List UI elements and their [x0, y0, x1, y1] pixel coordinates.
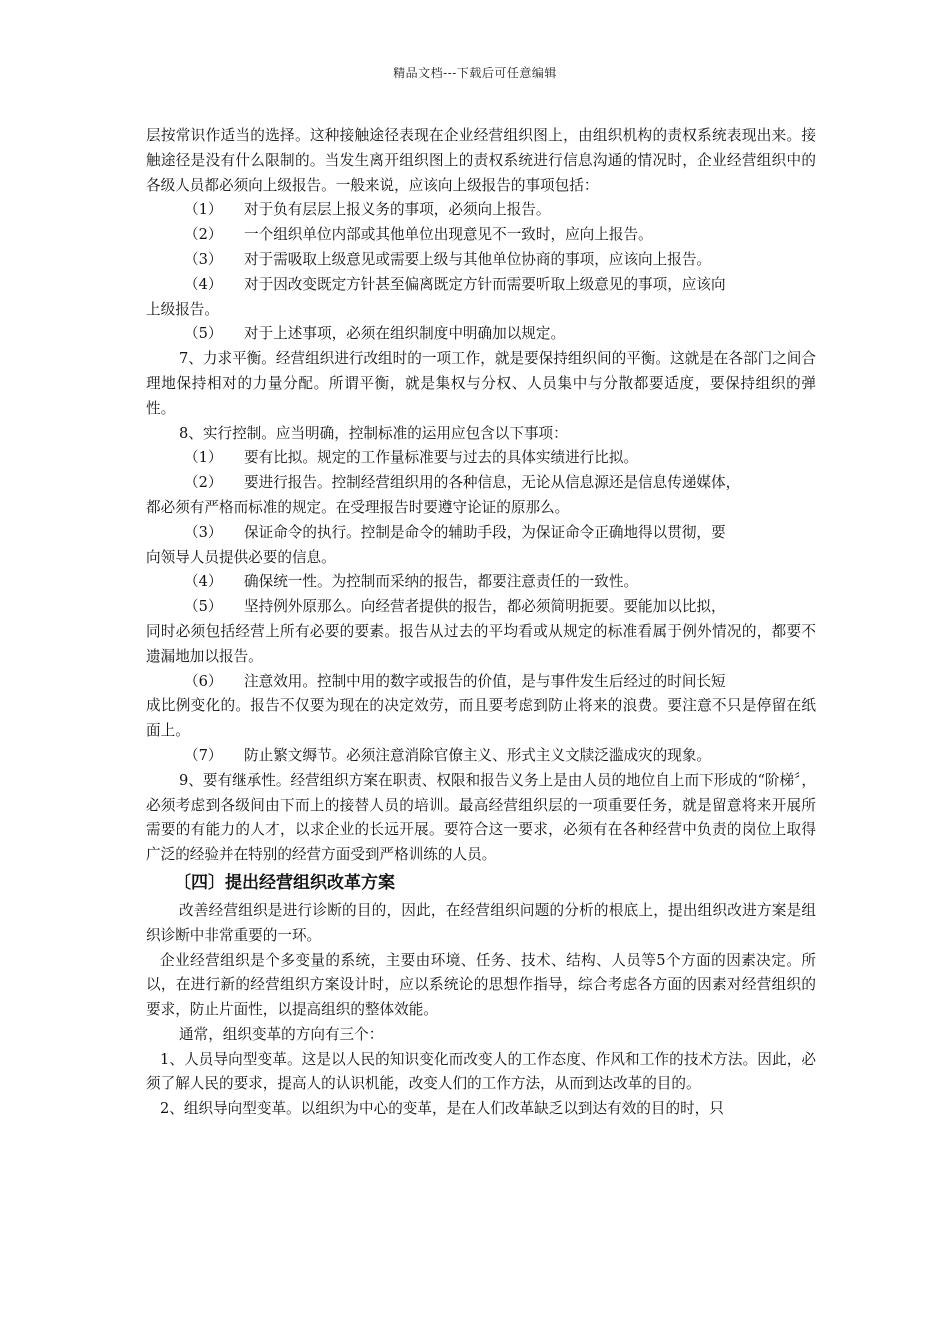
list-item-continuation: 成比例变化的。报告不仅要为现在的决定效劳，而且要考虑到防止将来的浪费。要注意不只是停留在纸面上。 — [146, 697, 816, 740]
list-item: （5） 坚持例外原那么。向经营者提供的报告，都必须简明扼要。要能加以比拟， — [184, 598, 726, 616]
list-item: （6） 注意效用。控制中用的数字或报告的价值，是与事件发生后经过的时间长短 — [184, 672, 726, 690]
report-items-list — [146, 198, 816, 347]
section-heading: 〔四〕提出经营组织改革方案 — [174, 872, 395, 893]
list-item: （2） 要进行报告。控制经营组织用的各种信息，无论从信息源还是信息传递媒体， — [184, 474, 741, 492]
list-item: （3） 对于需吸取上级意见或需要上级与其他单位协商的事项，应该向上报告。 — [184, 250, 712, 268]
list-item: （7） 防止繁文缛节。必须注意消除官僚主义、形式主义文牍泛滥成灾的现象。 — [184, 746, 712, 764]
list-item: （5） 对于上述事项，必须在组织制度中明确加以规定。 — [184, 325, 566, 343]
document-body — [146, 124, 816, 1122]
paragraph-system: 企业经营组织是个多变量的系统，主要由环境、任务、技术、结构、人员等5个方面的因素决定。所以，在进行新的经营组织方案设计时，应以系统论的思想作指导，综合考虑各方面的因素对经营组织的要求，防止片面性，以提高组织的整体效能。 — [146, 951, 816, 1019]
list-item-continuation: 都必须有严格而标准的规定。在受理报告时要遵守论证的原那么。 — [146, 498, 570, 516]
paragraph-9: 9、要有继承性。经营组织方案在职责、权限和报告义务上是由人员的地位自上而下形成的“阶梯〞，必须考虑到各级间由下而上的接替人员的培训。最高经营组织层的一项重要任务，就是留意将来开展所需要的有能力的人才，以求企业的长远开展。要符合这一要求，必须有在各种经营中负责的岗位上取得广泛的经验并在特别的经营方面受到严格训练的人员。 — [146, 771, 816, 864]
paragraph-8: 8、实行控制。应当明确，控制标准的运用应包含以下事项： — [179, 424, 568, 442]
paragraph-directions: 通常，组织变革的方向有三个： — [179, 1025, 384, 1043]
control-items-list — [146, 446, 816, 768]
paragraph-organization-oriented: 2、组织导向型变革。以组织为中心的变革，是在人们改革缺乏以到达有效的目的时，只 — [160, 1100, 724, 1118]
paragraph-7: 7、力求平衡。经营组织进行改组时的一项工作，就是要保持组织间的平衡。这就是在各部门之间合理地保持相对的力量分配。所谓平衡，就是集权与分权、人员集中与分散都要适度，要保持组织的弹性。 — [146, 350, 816, 417]
list-item-continuation: 同时必须包括经营上所有必要的要素。报告从过去的平均看或从规定的标准看属于例外情况的，都要不遗漏地加以报告。 — [146, 622, 816, 665]
list-item: （4） 确保统一性。为控制而采纳的报告，都要注意责任的一致性。 — [184, 573, 639, 591]
list-item-continuation: 上级报告。 — [146, 300, 219, 318]
list-item-continuation: 向领导人员提供必要的信息。 — [146, 548, 336, 566]
list-item: （1） 要有比拟。规定的工作量标准要与过去的具体实绩进行比拟。 — [184, 449, 639, 467]
paragraph-people-oriented: 1、人员导向型变革。这是以人民的知识变化而改变人的工作态度、作风和工作的技术方法。因此，必须了解人民的要求，提高人的认识机能，改变人们的工作方法，从而到达改革的目的。 — [146, 1050, 816, 1093]
paragraph-improve: 改善经营组织是进行诊断的目的，因此，在经营组织问题的分析的根底上，提出组织改进方案是组织诊断中非常重要的一环。 — [146, 901, 816, 944]
list-item: （2） 一个组织单位内部或其他单位出现意见不一致时，应向上报告。 — [184, 226, 653, 244]
page-header: 精品文档---下载后可任意编辑 — [393, 66, 557, 80]
intro-paragraph: 层按常识作适当的选择。这种接触途径表现在企业经营组织图上，由组织机构的责权系统表现出来。接触途径是没有什么限制的。当发生离开组织图上的责权系统进行信息沟通的情况时，企业经营组织中的各级人员都必须向上级报告。一般来说，应该向上级报告的事项包括： — [146, 127, 816, 194]
list-item: （3） 保证命令的执行。控制是命令的辅助手段，为保证命令正确地得以贯彻，要 — [184, 523, 726, 541]
list-item: （1） 对于负有层层上报义务的事项，必须向上报告。 — [184, 201, 551, 219]
list-item: （4） 对于因改变既定方针甚至偏离既定方针而需要听取上级意见的事项，应该向 — [184, 275, 726, 293]
